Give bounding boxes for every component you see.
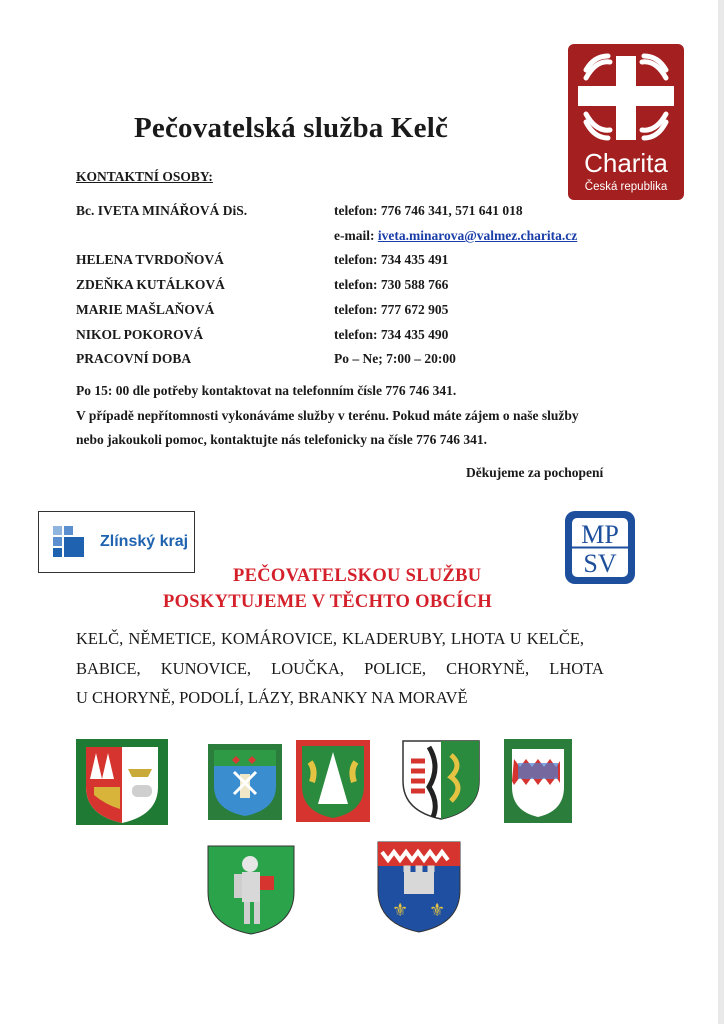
info-line: Po 15: 00 dle potřeby kontaktovat na telefonním čísle 776 746 341.	[76, 383, 457, 398]
contacts-heading: KONTAKTNÍ OSOBY:	[76, 169, 213, 184]
services-heading-line2: POSKYTUJEME V TĚCHTO OBCÍCH	[163, 592, 493, 612]
lhota-crest-icon	[504, 739, 572, 823]
zlin-squares-icon	[49, 524, 99, 564]
charita-logo	[568, 44, 684, 200]
contact-name: Bc. IVETA MINÁŘOVÁ DiS.	[76, 203, 248, 218]
contact-name: MARIE MAŠLAŇOVÁ	[76, 302, 215, 317]
contact-phone: telefon: 777 672 905	[334, 302, 449, 317]
contact-phone: telefon: 776 746 341, 571 641 018	[334, 203, 523, 218]
kelc-crest-icon	[76, 739, 168, 825]
email-link[interactable]: iveta.minarova@valmez.charita.cz	[377, 228, 578, 243]
babice-crest-icon	[204, 842, 298, 937]
mpsv-top-text: MP	[581, 520, 619, 549]
page-title: Pečovatelská služba Kelč	[134, 112, 449, 144]
mpsv-logo	[563, 509, 637, 586]
towns-line: U CHORYNĚ, PODOLÍ, LÁZY, BRANKY NA MORAVĚ	[76, 688, 468, 707]
zlin-word: Zlínský kraj	[100, 533, 189, 550]
mpsv-emblem-icon	[563, 509, 637, 586]
contact-email-row	[334, 228, 577, 244]
zlinsky-kraj-logo	[38, 511, 195, 573]
contact-name: HELENA TVRDOŇOVÁ	[76, 252, 224, 267]
svg-text:⚜: ⚜	[392, 900, 409, 921]
contact-name: NIKOL POKOROVÁ	[76, 327, 204, 342]
charita-word: Charita	[584, 148, 668, 178]
page-edge	[718, 0, 724, 1024]
charita-cross-icon	[568, 48, 684, 148]
mpsv-bottom-text: SV	[583, 549, 617, 578]
working-hours-label: PRACOVNÍ DOBA	[76, 351, 192, 366]
contact-phone: telefon: 734 435 491	[334, 252, 449, 267]
info-line: V případě nepřítomnosti vykonáváme služby v terénu. Pokud máte zájem o naše služby	[76, 408, 579, 423]
working-hours-value: Po – Ne; 7:00 – 20:00	[334, 351, 456, 366]
kladeruby-crest-icon	[399, 737, 483, 821]
info-line: nebo jakoukoli pomoc, kontaktujte nás telefonicky na čísle 776 746 341.	[76, 432, 488, 447]
contact-phone: telefon: 734 435 490	[334, 327, 449, 342]
towns-line: BABICE, KUNOVICE, LOUČKA, POLICE, CHORYNĚ, LHOTA	[76, 659, 604, 678]
nemetice-crest-icon	[208, 744, 282, 820]
contact-name: ZDEŇKA KUTÁLKOVÁ	[76, 277, 225, 292]
charita-subtitle: Česká republika	[584, 181, 668, 193]
komarovice-crest-icon	[296, 740, 370, 822]
kunovice-crest-icon	[374, 838, 464, 934]
towns-line: KELČ, NĚMETICE, KOMÁROVICE, KLADERUBY, LHOTA U KELČE,	[76, 629, 585, 648]
svg-text:⚜: ⚜	[429, 900, 446, 921]
contact-phone: telefon: 730 588 766	[334, 277, 449, 292]
services-heading-line1: PEČOVATELSKOU SLUŽBU	[233, 566, 482, 586]
thanks-text: Děkujeme za pochopení	[466, 465, 604, 480]
email-prefix: e-mail:	[334, 228, 378, 243]
